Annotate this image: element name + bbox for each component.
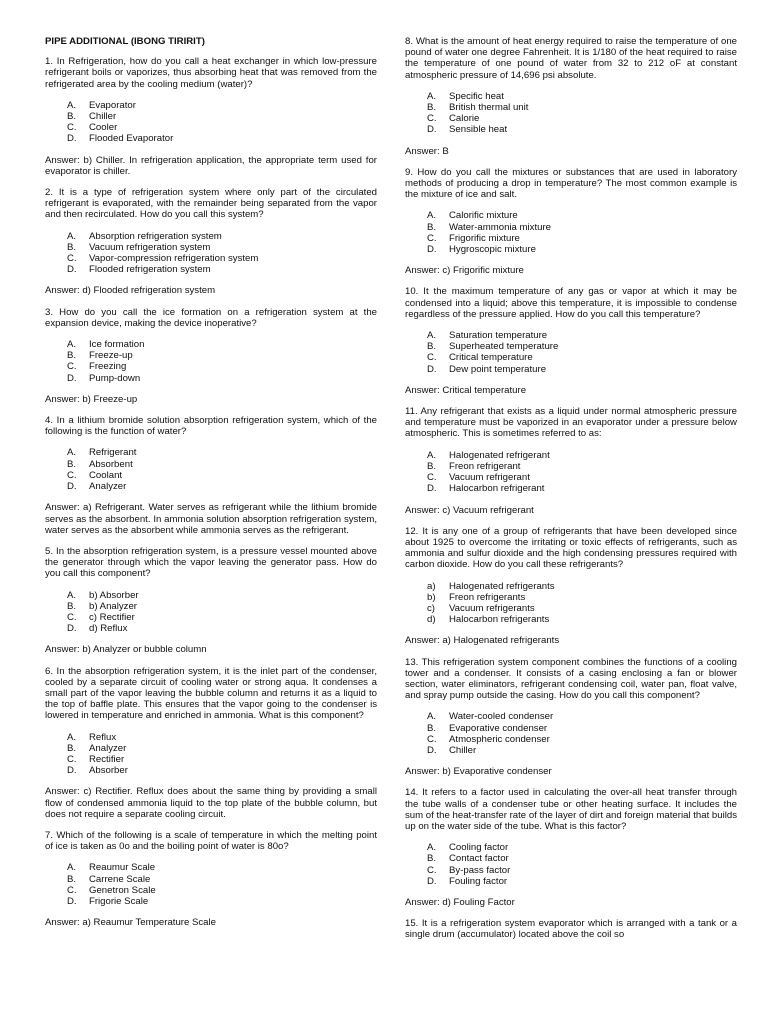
question-text: 12. It is any one of a group of refrigerants that have been developed since about 1925 to overcome the irritating or toxic effects of refrigerants, such as ammonia and sulfur dioxide and the high condensing pressures required with carbon dioxide. How do you call these refrigerants? <box>405 525 737 571</box>
option-text: Sensible heat <box>449 124 508 136</box>
option-letter: B. <box>67 873 77 885</box>
option-letter: D. <box>427 244 437 256</box>
option-text: Reflux <box>89 731 117 743</box>
option-item <box>45 339 377 350</box>
option-item <box>405 853 737 864</box>
question-text: 5. In the absorption refrigeration system, is a pressure vessel mounted above the generator through which the vapor leaving the generator pass. How do you call this component? <box>45 545 377 580</box>
options-list <box>405 91 737 136</box>
option-item <box>45 253 377 264</box>
option-text: Atmospheric condenser <box>449 733 550 745</box>
option-letter: D. <box>67 895 77 907</box>
option-text: Analyzer <box>89 481 127 493</box>
option-letter: a) <box>427 580 436 592</box>
answer-text: Answer: d) Fouling Factor <box>405 896 515 908</box>
option-item <box>405 614 737 625</box>
option-item <box>405 124 737 135</box>
option-text: Fouling factor <box>449 875 508 887</box>
option-item <box>405 592 737 603</box>
question-text: 9. How do you call the mixtures or substances that are used in laboratory methods of producing a drop in temperature? The most common example is the mixture of ice and salt. <box>405 166 737 201</box>
option-letter: B. <box>67 241 77 253</box>
option-letter: B. <box>427 722 437 734</box>
option-letter: A. <box>427 210 437 222</box>
option-letter: C. <box>67 122 77 134</box>
option-item <box>45 754 377 765</box>
option-text: Coolant <box>89 469 123 481</box>
option-letter: A. <box>67 862 77 874</box>
option-item <box>45 264 377 275</box>
option-item <box>45 133 377 144</box>
option-text: Calorific mixture <box>449 210 518 222</box>
question-text: 6. In the absorption refrigeration system, it is the inlet part of the condenser, cooled by a separate circuit of cooling water or strong aqua. It condenses a small part of the vapor leaving the bubble column and returns it as a liquid to the top of baffle plate. This ensures that the vapor going to the condenser is lowered in temperature and enriched in ammonia. What is this component? <box>45 665 377 722</box>
option-letter: B. <box>67 458 77 470</box>
option-text: Dew point temperature <box>449 363 547 375</box>
option-text: Reaumur Scale <box>89 862 156 874</box>
options-list <box>405 450 737 495</box>
option-item <box>405 865 737 876</box>
document-title: PIPE ADDITIONAL (IBONG TIRIRIT) <box>45 36 205 47</box>
option-item <box>45 111 377 122</box>
option-letter: A. <box>67 339 77 351</box>
option-text: Halocarbon refrigerant <box>449 483 545 495</box>
option-letter: C. <box>427 864 437 876</box>
option-item <box>405 723 737 734</box>
option-text: Flooded Evaporator <box>89 133 174 145</box>
option-text: Pump-down <box>89 372 141 384</box>
options-list <box>405 842 737 887</box>
question-text: 13. This refrigeration system component combines the functions of a cooling tower and a condenser. It consists of a casing enclosing a fan or blower section, water eliminators, refrigerant condensing coil, water pan, float valve, and spray pump outside the casing. How do you call this component? <box>405 656 737 702</box>
option-item <box>45 122 377 133</box>
option-letter: B. <box>67 600 77 612</box>
option-item <box>45 896 377 907</box>
option-letter: B. <box>427 102 437 114</box>
option-item <box>45 361 377 372</box>
left-column <box>45 36 377 938</box>
option-item <box>45 231 377 242</box>
option-item <box>405 876 737 887</box>
option-letter: A. <box>427 711 437 723</box>
option-text: Calorie <box>449 113 480 125</box>
option-letter: D. <box>427 483 437 495</box>
option-item <box>45 874 377 885</box>
answer-text: Answer: a) Refrigerant. Water serves as refrigerant while the lithium bromide serves as the absorbent. In ammonia solution absorption refrigeration system, water serves as the absorbent while ammonia serves as the refrigerant. <box>45 502 377 536</box>
option-item <box>45 765 377 776</box>
option-item <box>405 603 737 614</box>
option-item <box>45 459 377 470</box>
option-text: b) Analyzer <box>89 600 137 612</box>
option-text: Evaporative condenser <box>449 722 548 734</box>
option-text: Absorber <box>89 765 128 777</box>
answer-text: Answer: a) Halogenated refrigerants <box>405 635 560 647</box>
answer-text: Answer: a) Reaumur Temperature Scale <box>45 917 216 929</box>
option-item <box>405 113 737 124</box>
question-text: 10. It the maximum temperature of any gas or vapor at which it may be condensed into a liquid; above this temperature, it is impossible to condense regardless of the pressure applied. How do you call this temperature? <box>405 286 737 320</box>
option-text: British thermal unit <box>449 102 529 114</box>
option-letter: C. <box>427 733 437 745</box>
option-item <box>405 711 737 722</box>
option-letter: C. <box>67 253 77 265</box>
option-item <box>405 461 737 472</box>
option-item <box>405 364 737 375</box>
option-item <box>405 330 737 341</box>
option-text: Freon refrigerant <box>449 460 521 472</box>
option-item <box>45 862 377 873</box>
option-text: Vacuum refrigerants <box>449 602 535 614</box>
option-text: Chiller <box>89 111 117 123</box>
option-letter: A. <box>67 589 77 601</box>
left-questions <box>45 56 377 928</box>
option-text: Contact factor <box>449 853 509 865</box>
option-text: Saturation temperature <box>449 330 548 342</box>
option-item <box>405 450 737 461</box>
options-list <box>45 862 377 907</box>
question-text: 4. In a lithium bromide solution absorption refrigeration system, which of the following is the function of water? <box>45 415 377 438</box>
option-item <box>405 233 737 244</box>
option-letter: A. <box>427 842 437 854</box>
right-column <box>405 36 737 951</box>
option-letter: d) <box>427 614 436 626</box>
option-letter: C. <box>67 611 77 623</box>
option-letter: B. <box>427 341 437 353</box>
option-item <box>45 100 377 111</box>
option-text: Cooling factor <box>449 842 509 854</box>
option-letter: A. <box>427 330 437 342</box>
options-list <box>405 210 737 255</box>
option-text: Water-ammonia mixture <box>449 221 551 233</box>
answer-text: Answer: b) Chiller. In refrigeration application, the appropriate term used for evaporator is chiller. <box>45 154 377 177</box>
option-item <box>405 745 737 756</box>
option-letter: A. <box>67 99 77 111</box>
option-text: Absorbent <box>89 458 133 470</box>
option-item <box>405 352 737 363</box>
options-list <box>45 590 377 635</box>
option-text: Carrene Scale <box>89 873 151 885</box>
option-text: Freeze-up <box>89 350 133 362</box>
option-text: Flooded refrigeration system <box>89 264 211 276</box>
option-letter: C. <box>67 361 77 373</box>
option-item <box>405 472 737 483</box>
option-item <box>405 734 737 745</box>
option-letter: C. <box>67 753 77 765</box>
option-item <box>405 483 737 494</box>
question-text: 7. Which of the following is a scale of temperature in which the melting point of ice is taken as 0o and the boiling point of water is 80o? <box>45 829 377 853</box>
answer-text: Answer: b) Analyzer or bubble column <box>45 644 207 656</box>
option-letter: D. <box>67 481 77 493</box>
option-item <box>405 102 737 113</box>
option-letter: C. <box>427 232 437 244</box>
option-item <box>405 581 737 592</box>
option-letter: D. <box>67 264 77 276</box>
option-text: Evaporator <box>89 99 136 111</box>
options-list <box>45 339 377 384</box>
option-item <box>405 341 737 352</box>
option-letter: A. <box>67 230 77 242</box>
option-text: Vacuum refrigerant <box>449 472 530 484</box>
option-text: Critical temperature <box>449 352 533 364</box>
option-letter: D. <box>427 124 437 136</box>
options-list <box>405 581 737 626</box>
option-item <box>45 885 377 896</box>
options-list <box>45 100 377 145</box>
option-item <box>405 91 737 102</box>
option-item <box>45 350 377 361</box>
question-text: 1. In Refrigeration, how do you call a heat exchanger in which low-pressure refrigerant boils or vaporizes, thus absorbing heat that was removed from the refrigerated area by the cooling medium (water)? <box>45 56 377 90</box>
option-text: Chiller <box>449 744 477 756</box>
option-text: Frigorie Scale <box>89 895 149 907</box>
option-text: Analyzer <box>89 742 127 754</box>
answer-text: Answer: Critical temperature <box>405 384 527 396</box>
option-text: Halocarbon refrigerants <box>449 614 550 626</box>
option-letter: B. <box>427 460 437 472</box>
option-letter: D. <box>427 744 437 756</box>
option-text: Vapor-compression refrigeration system <box>89 253 259 265</box>
option-letter: A. <box>67 731 77 743</box>
option-letter: C. <box>427 472 437 484</box>
option-letter: C. <box>67 469 77 481</box>
options-list <box>405 711 737 756</box>
option-text: Ice formation <box>89 339 145 351</box>
option-letter: D. <box>67 133 77 145</box>
option-text: Genetron Scale <box>89 884 156 896</box>
option-text: Freezing <box>89 361 127 373</box>
option-text: Cooler <box>89 122 118 134</box>
option-item <box>45 373 377 384</box>
option-letter: B. <box>427 853 437 865</box>
option-letter: C. <box>427 113 437 125</box>
answer-text: Answer: B <box>405 145 449 157</box>
option-letter: B. <box>67 742 77 754</box>
option-item <box>405 210 737 221</box>
option-item <box>45 623 377 634</box>
option-letter: C. <box>427 352 437 364</box>
option-text: d) Reflux <box>89 623 128 635</box>
option-text: Frigorific mixture <box>449 232 520 244</box>
option-text: Freon refrigerants <box>449 591 526 603</box>
answer-text: Answer: b) Evaporative condenser <box>405 766 552 778</box>
question-text: 8. What is the amount of heat energy required to raise the temperature of one pound of water one degree Fahrenheit. It is 1/180 of the heat required to raise the temperature of one pound of water from 32 to 212 oF at constant atmospheric pressure of 14,696 psi absolute. <box>405 36 737 81</box>
question-text: 3. How do you call the ice formation on a refrigeration system at the expansion device, making the device inoperative? <box>45 306 377 329</box>
option-text: Specific heat <box>449 90 504 102</box>
answer-text: Answer: c) Vacuum refrigerant <box>405 504 534 516</box>
option-letter: D. <box>427 875 437 887</box>
option-letter: B. <box>67 350 77 362</box>
option-text: Water-cooled condenser <box>449 711 554 723</box>
option-letter: c) <box>427 602 435 614</box>
option-text: Hygroscopic mixture <box>449 244 536 256</box>
option-text: c) Rectifier <box>89 611 135 623</box>
answer-text: Answer: d) Flooded refrigeration system <box>45 285 216 297</box>
option-item <box>45 590 377 601</box>
option-letter: D. <box>67 765 77 777</box>
question-text: 2. It is a type of refrigeration system where only part of the circulated refrigerant is evaporated, with the remainder being separated from the vapor and then recirculated. How do you call this system? <box>45 187 377 221</box>
option-text: By-pass factor <box>449 864 511 876</box>
option-item <box>405 244 737 255</box>
option-letter: D. <box>427 363 437 375</box>
option-text: Halogenated refrigerants <box>449 580 555 592</box>
option-item <box>405 222 737 233</box>
option-item <box>45 732 377 743</box>
answer-text: Answer: b) Freeze-up <box>45 393 138 405</box>
option-text: Superheated temperature <box>449 341 559 353</box>
answer-text: Answer: c) Rectifier. Reflux does about the same thing by providing a small flow of condensed ammonia liquid to the top plate of the bubble column, but does not require a separate cooling circuit. <box>45 786 377 820</box>
option-text: Halogenated refrigerant <box>449 449 550 461</box>
option-text: Rectifier <box>89 753 125 765</box>
option-letter: A. <box>427 449 437 461</box>
option-item <box>45 470 377 481</box>
options-list <box>45 732 377 777</box>
option-item <box>45 481 377 492</box>
question-text: 11. Any refrigerant that exists as a liquid under normal atmospheric pressure and temperature must be vaporized in an evaporator under a pressure below atmospheric. This is sometimes referred to as: <box>405 406 737 440</box>
option-letter: A. <box>67 447 77 459</box>
options-list <box>45 231 377 276</box>
question-text: 14. It refers to a factor used in calculating the over-all heat transfer through the tube walls of a condenser tube or other heating surface. It includes the sum of the heat-transfer rate of the layer of dirt and foreign material that builds up on the water side of the tube. What is this factor? <box>405 787 737 832</box>
option-item <box>405 842 737 853</box>
question-text: 15. It is a refrigeration system evaporator which is arranged with a tank or a single drum (accumulator) located above the coil so <box>405 918 737 941</box>
options-list <box>45 447 377 492</box>
option-item <box>45 743 377 754</box>
option-item <box>45 447 377 458</box>
option-item <box>45 601 377 612</box>
option-letter: D. <box>67 623 77 635</box>
option-letter: B. <box>427 221 437 233</box>
right-questions <box>405 36 737 941</box>
option-text: Refrigerant <box>89 447 137 459</box>
options-list <box>405 330 737 375</box>
option-letter: A. <box>427 90 437 102</box>
option-item <box>45 612 377 623</box>
option-letter: B. <box>67 111 77 123</box>
option-text: Vacuum refrigeration system <box>89 241 211 253</box>
option-letter: b) <box>427 591 436 603</box>
option-text: Absorption refrigeration system <box>89 230 222 242</box>
option-letter: D. <box>67 372 77 384</box>
answer-text: Answer: c) Frigorific mixture <box>405 265 524 277</box>
option-text: b) Absorber <box>89 589 139 601</box>
option-item <box>45 242 377 253</box>
option-letter: C. <box>67 884 77 896</box>
